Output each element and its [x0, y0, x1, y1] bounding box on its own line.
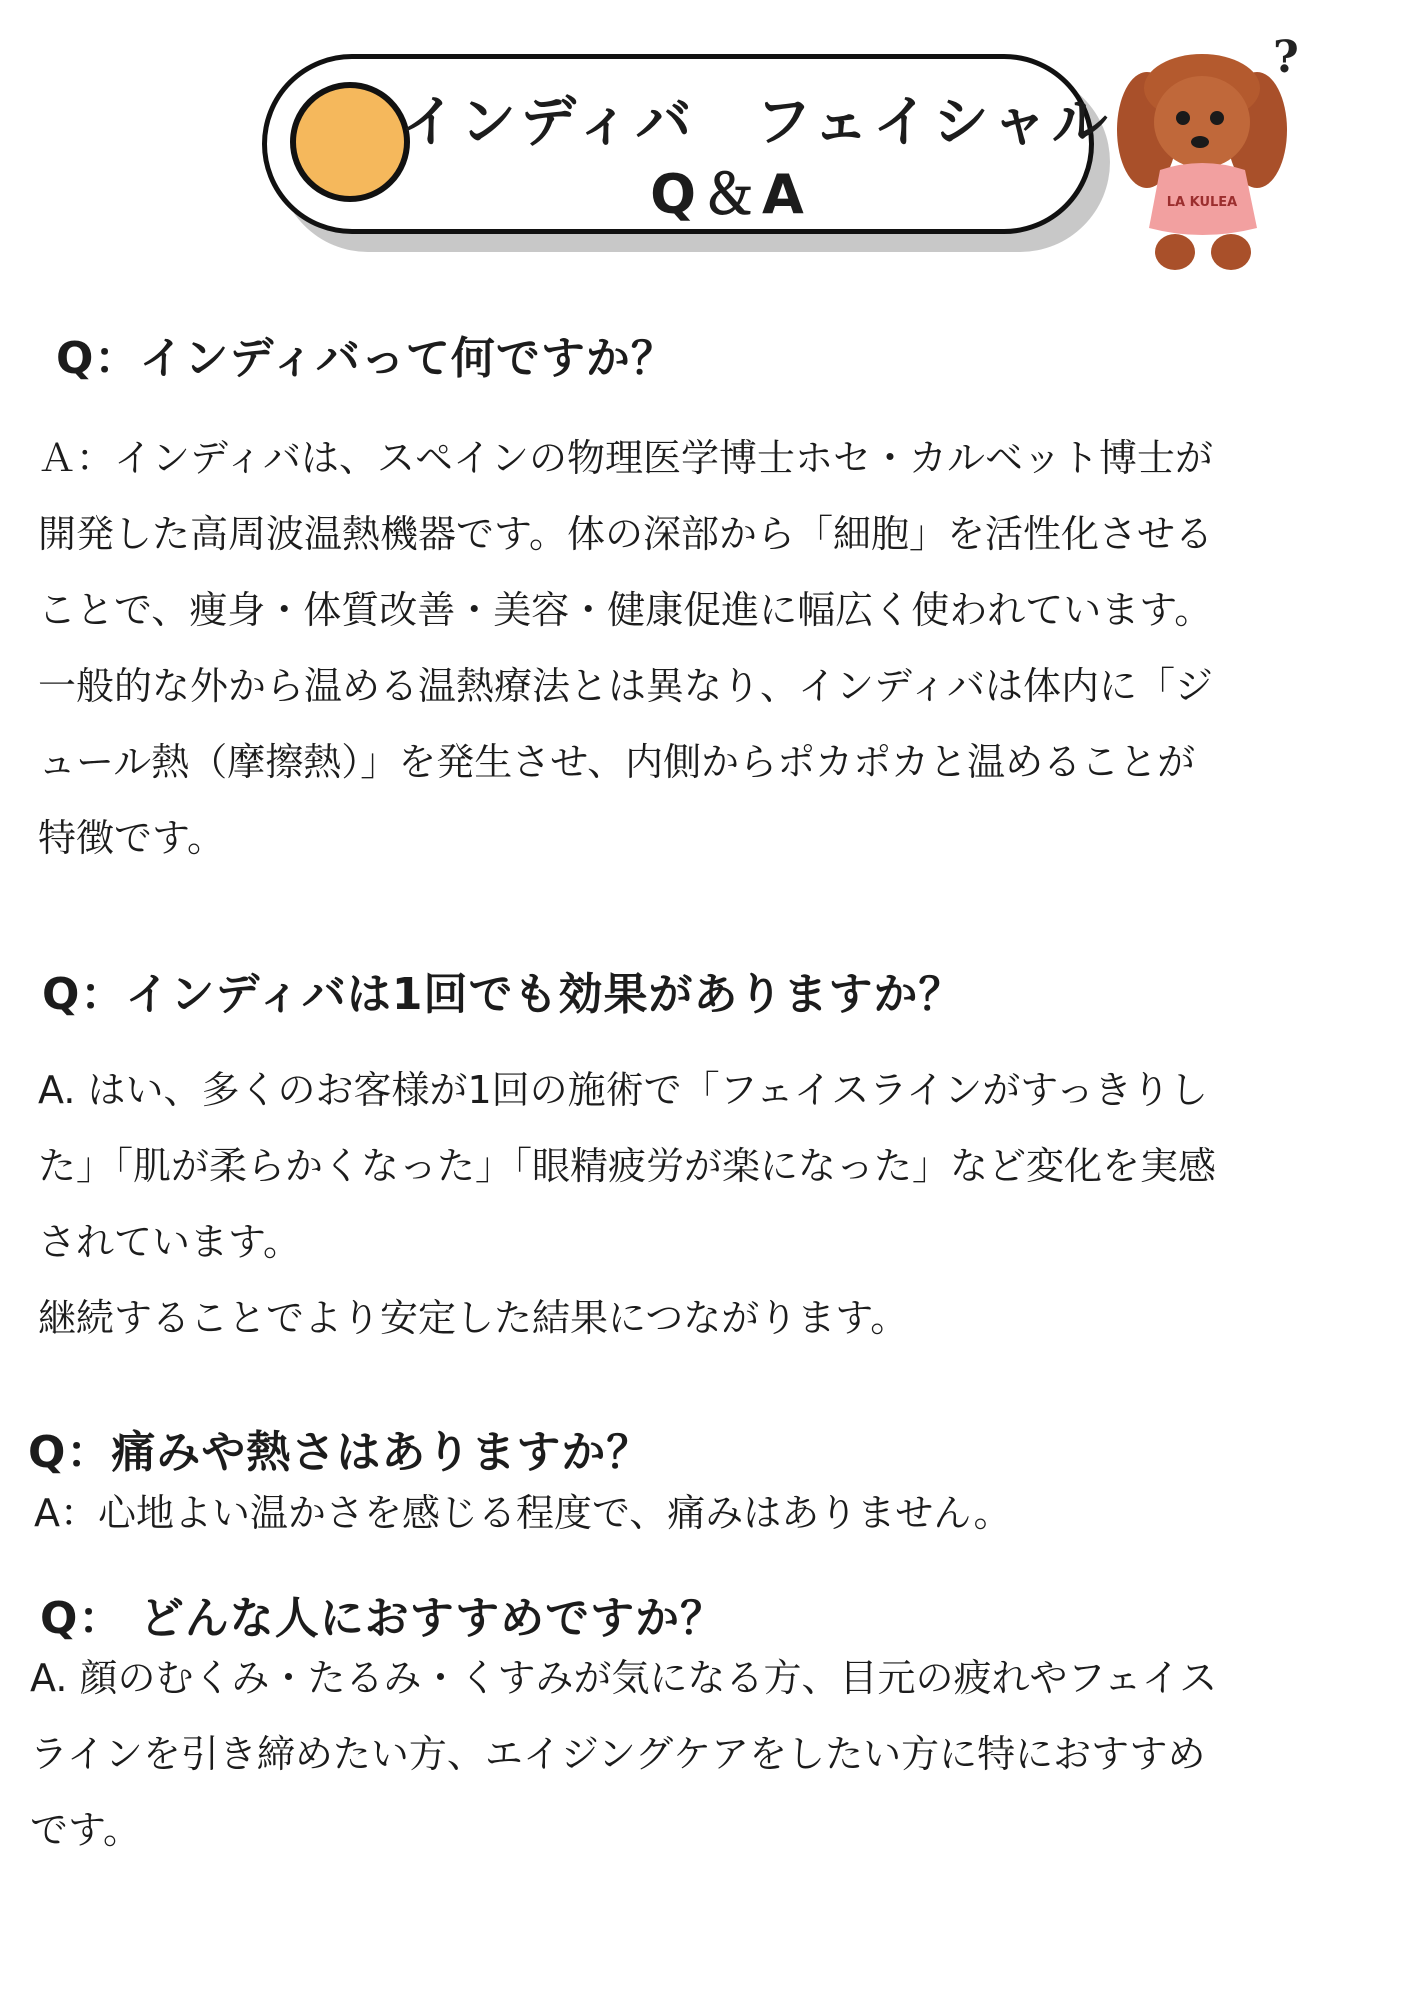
answer-line: されています。: [38, 1220, 301, 1264]
answer-line: ことで、痩身・体質改善・美容・健康促進に幅広く使われています。: [38, 588, 1213, 632]
answer-text: [38, 420, 1213, 876]
answer-text: [38, 1052, 1216, 1356]
orange-circle-icon: [290, 82, 410, 202]
answer-line: A. 顔のむくみ・たるみ・くすみが気になる方、目元の疲れやフェイス: [30, 1656, 1218, 1700]
answer-line: A. はい、多くのお客様が1回の施術で「フェイスラインがすっきりし: [38, 1068, 1208, 1112]
answer-line: 開発した高周波温熱機器です。体の深部から「細胞」を活性化させる: [38, 512, 1213, 556]
answer-line: ラインを引き締めたい方、エイジングケアをしたい方に特におすすめ: [30, 1732, 1206, 1776]
poodle-mascot-icon: [1105, 30, 1310, 272]
mascot-shirt-label: LA KULEA: [1166, 195, 1238, 210]
question-heading: Q： どんな人におすすめですか？: [40, 1593, 726, 1644]
answer-line: です。: [30, 1808, 141, 1852]
question-heading: Q：痛みや熱さはありますか？: [28, 1427, 652, 1478]
answer-line: A：心地よい温かさを感じる程度で、痛みはありません。: [34, 1491, 1012, 1535]
question-heading: Q：インディバは1回でも効果がありますか？: [42, 969, 964, 1020]
answer-line: 一般的な外から温める温熱療法とは異なり、インディバは体内に「ジ: [38, 664, 1213, 708]
page-title: インディバ フェイシャル: [400, 90, 1112, 155]
answer-line: ュール熱（摩擦熱）」を発生させ、内側からポカポカと温めることが: [38, 740, 1196, 784]
answer-text: [30, 1640, 1217, 1868]
question-heading: Q：インディバって何ですか？: [56, 333, 676, 384]
answer-line: た」「肌が柔らかくなった」「眼精疲労が楽になった」など変化を実感: [38, 1144, 1217, 1188]
answer-line: 継続することでより安定した結果につながります。: [38, 1296, 909, 1340]
question-mark-icon: ?: [1273, 32, 1299, 83]
answer-line: Ａ：インディバは、スペインの物理医学博士ホセ・カルベット博士が: [38, 436, 1213, 480]
answer-line: 特徴です。: [38, 816, 225, 860]
answer-text: [34, 1480, 1012, 1546]
page-subtitle: Q＆A: [650, 163, 810, 226]
